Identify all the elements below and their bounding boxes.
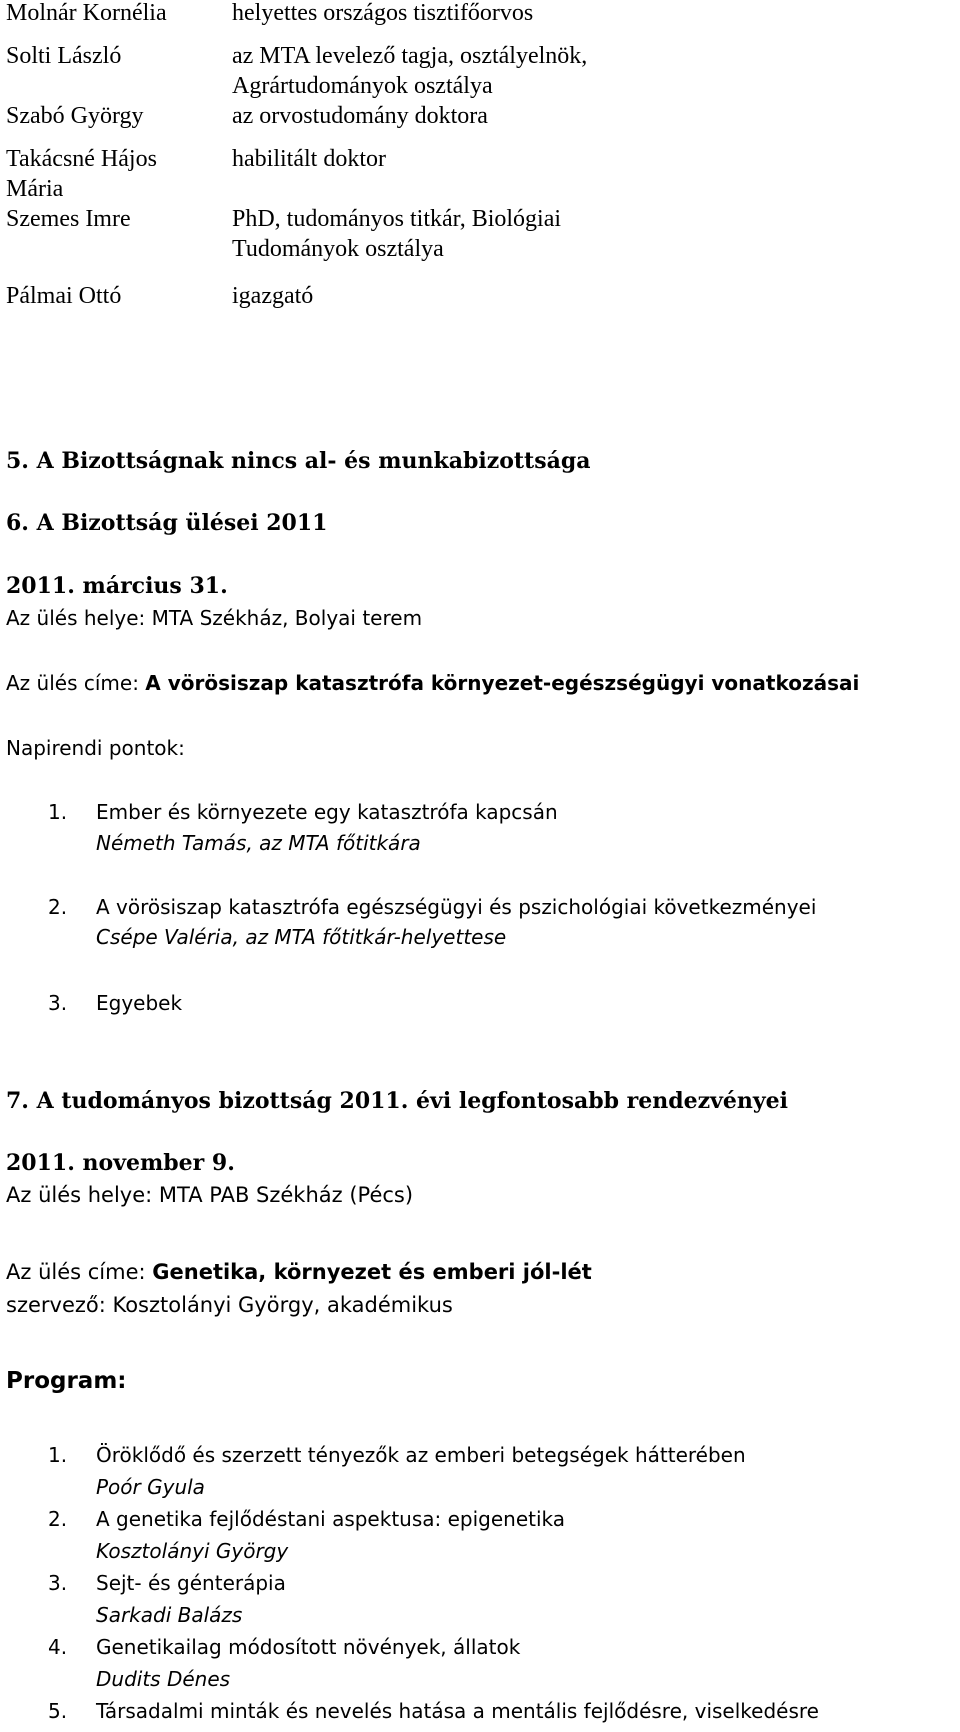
agenda-number: 1. xyxy=(48,800,68,824)
member-role: habilitált doktor xyxy=(232,146,386,172)
meeting-title-label: Az ülés címe: xyxy=(6,671,146,695)
program-number: 5. xyxy=(48,1699,68,1723)
program-speaker: Dudits Dénes xyxy=(96,1667,231,1691)
program-number: 3. xyxy=(48,1571,68,1595)
agenda-item: A vörösiszap katasztrófa egészségügyi és pszichológiai következményei xyxy=(96,895,817,919)
event-organizer: szervező: Kosztolányi György, akadémikus xyxy=(6,1293,453,1317)
event-place-label: Az ülés helye: xyxy=(6,1183,159,1207)
program-speaker: Kosztolányi György xyxy=(96,1539,289,1563)
agenda-number: 2. xyxy=(48,895,68,919)
member-role: igazgató xyxy=(232,283,314,309)
meeting-title-value: A vörösiszap katasztrófa környezet-egészségügyi vonatkozásai xyxy=(145,671,860,695)
member-name: Takácsné Hájos xyxy=(6,146,157,172)
member-role: PhD, tudományos titkár, Biológiai xyxy=(232,206,562,232)
program-speaker: Sarkadi Balázs xyxy=(96,1603,243,1627)
member-name: Mária xyxy=(6,176,64,202)
event-place-value: MTA PAB Székház (Pécs) xyxy=(158,1183,414,1207)
member-name: Solti László xyxy=(6,43,122,69)
meeting-title xyxy=(6,668,859,698)
member-name: Szabó György xyxy=(6,103,144,129)
agenda-speaker: Németh Tamás, az MTA főtitkára xyxy=(96,831,421,855)
event-title-label: Az ülés címe: xyxy=(6,1260,153,1284)
section-6-heading: 6. A Bizottság ülései 2011 xyxy=(6,510,328,536)
member-name: Szemes Imre xyxy=(6,206,131,232)
member-name: Molnár Kornélia xyxy=(6,0,167,26)
member-role: az MTA levelező tagja, osztályelnök, xyxy=(232,43,588,69)
event-date: 2011. november 9. xyxy=(6,1150,235,1176)
agenda-number: 3. xyxy=(48,991,68,1015)
program-item: Genetikailag módosított növények, állatok xyxy=(96,1635,521,1659)
agenda-speaker: Csépe Valéria, az MTA főtitkár-helyettese xyxy=(96,925,507,949)
meeting-place: Az ülés helye: MTA Székház, Bolyai terem xyxy=(6,606,423,630)
program-item: Társadalmi minták és nevelés hatása a mentális fejlődésre, viselkedésre xyxy=(96,1699,819,1723)
member-name: Pálmai Ottó xyxy=(6,283,122,309)
program-item: Sejt- és génterápia xyxy=(96,1571,286,1595)
program-item: A genetika fejlődéstani aspektusa: epigenetika xyxy=(96,1507,566,1531)
event-title xyxy=(6,1257,592,1287)
program-number: 2. xyxy=(48,1507,68,1531)
section-7-heading: 7. A tudományos bizottság 2011. évi legfontosabb rendezvényei xyxy=(6,1088,788,1114)
agenda-label: Napirendi pontok: xyxy=(6,736,185,760)
agenda-item: Egyebek xyxy=(96,991,183,1015)
program-item: Öröklődő és szerzett tényezők az emberi betegségek hátterében xyxy=(96,1443,746,1467)
member-role: Agrártudományok osztálya xyxy=(232,73,493,99)
section-5-heading: 5. A Bizottságnak nincs al- és munkabizottsága xyxy=(6,448,591,474)
program-label: Program: xyxy=(6,1368,127,1394)
meeting-date: 2011. március 31. xyxy=(6,573,228,599)
program-number: 1. xyxy=(48,1443,68,1467)
agenda-item: Ember és környezete egy katasztrófa kapcsán xyxy=(96,800,558,824)
event-place xyxy=(6,1180,413,1210)
member-role: Tudományok osztálya xyxy=(232,236,444,262)
member-role: az orvostudomány doktora xyxy=(232,103,488,129)
program-speaker: Poór Gyula xyxy=(96,1475,205,1499)
member-role: helyettes országos tisztifőorvos xyxy=(232,0,534,26)
event-title-value: Genetika, környezet és emberi jól-lét xyxy=(152,1260,592,1284)
program-number: 4. xyxy=(48,1635,68,1659)
